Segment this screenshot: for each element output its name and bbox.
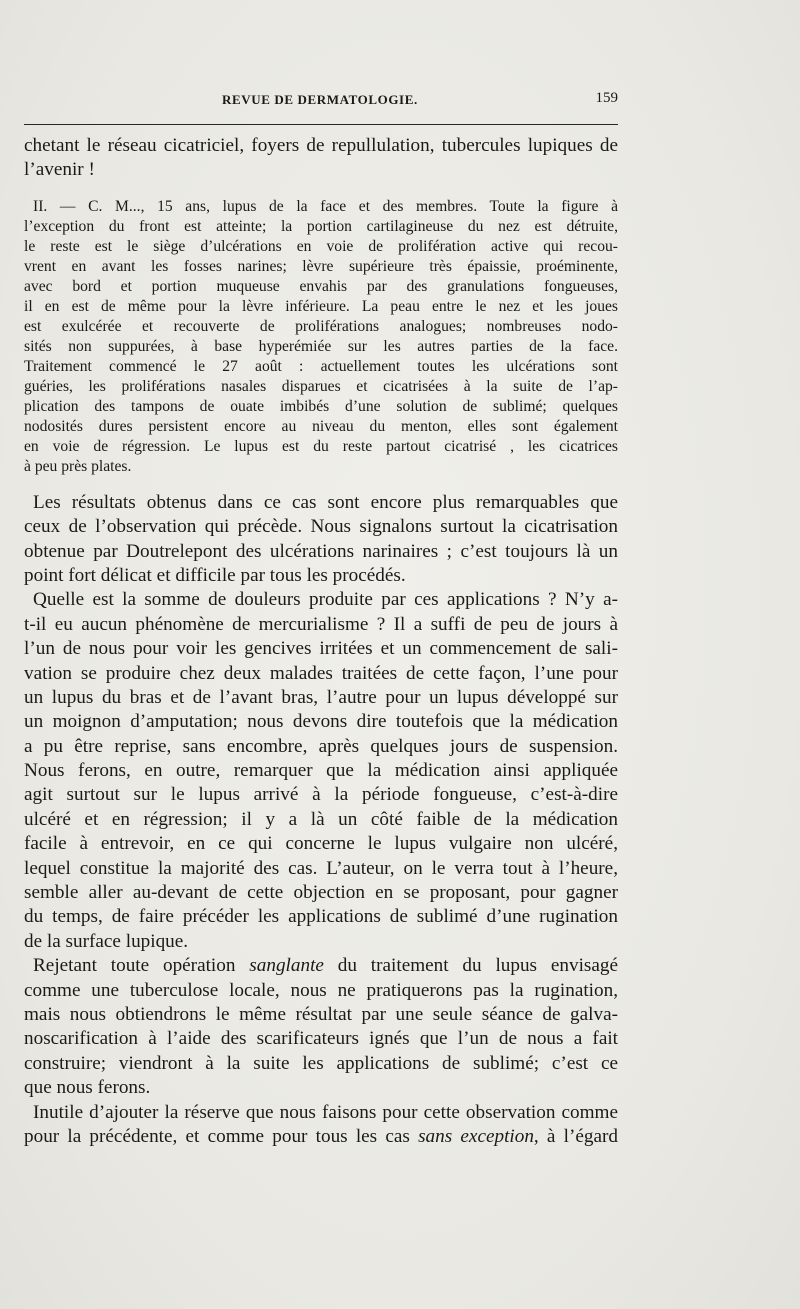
text-line: un lupus du bras et de l’avant bras, l’autre pour un lupus développé sur: [24, 686, 618, 708]
body-text: [24, 134, 618, 1149]
text-line: Les résultats obtenus dans ce cas sont encore plus remarquables que: [33, 491, 618, 513]
text-line: facile à entrevoir, en ce qui concerne le lupus vulgaire non ulcéré,: [24, 833, 618, 855]
text-line: l’un de nous pour voir les gencives irritées et un commencement de sali-: [24, 638, 618, 660]
text-line: un moignon d’amputation; nous devons dire toutefois que la médication: [24, 711, 618, 733]
text-line: noscarification à l’aide des scarificateurs ignés que l’un de nous a fait: [24, 1028, 618, 1050]
text-line: Nous ferons, en outre, remarquer que la médication ainsi appliquée: [24, 760, 618, 782]
text-line: construire; viendront à la suite les applications de sublimé; c’est ce: [24, 1052, 618, 1074]
text-line: Inutile d’ajouter la réserve que nous faisons pour cette observation comme: [33, 1101, 618, 1123]
text-line: l’exception du front est atteinte; la portion cartilagineuse du nez est détruite,: [24, 217, 618, 235]
header-rule: [24, 124, 618, 125]
text-line: II. — C. M..., 15 ans, lupus de la face et des membres. Toute la figure à: [33, 197, 618, 215]
text-line: semble aller au-devant de cette objection en se proposant, pour gagner: [24, 882, 618, 904]
text-line: l’avenir !: [24, 159, 95, 181]
text-line: du temps, de faire précéder les applications de sublimé d’une rugination: [24, 906, 618, 928]
text-line: vrent en avant les fosses narines; lèvre supérieure très épaissie, proéminente,: [24, 257, 618, 275]
text-line: agit surtout sur le lupus arrivé à la période fongueuse, c’est-à-dire: [24, 784, 618, 806]
text-line: obtenue par Doutrelepont des ulcérations narinaires ; c’est toujours là un: [24, 540, 618, 562]
text-line: point fort délicat et difficile par tous les procédés.: [24, 564, 406, 586]
text-line: [24, 1125, 618, 1149]
text-line: vation se produire chez deux malades traitées de cette façon, l’une pour: [24, 662, 618, 684]
text-line: t-il eu aucun phénomène de mercurialisme ? Il a suffi de peu de jours à: [24, 613, 618, 635]
text-line: Quelle est la somme de douleurs produite par ces applications ? N’y a-: [33, 589, 618, 611]
paragraph-galvanoscarification: [24, 954, 618, 1100]
text-run: , à l’égard: [533, 1125, 618, 1147]
text-line: est exulcérée et recouverte de proliférations analogues; nombreuses nodo-: [24, 317, 618, 335]
paragraph-reserve: [24, 1101, 618, 1150]
text-line: sités non suppurées, à base hyperémiée sur les autres parties de la face.: [24, 337, 618, 355]
text-line: comme une tuberculose locale, nous ne pratiquerons pas la rugination,: [24, 979, 618, 1001]
text-run: du traitement du lupus envisagé: [323, 955, 618, 977]
page-number: 159: [595, 90, 618, 106]
case-observation-2: [24, 197, 618, 477]
text-line: en voie de régression. Le lupus est du reste partout cicatrisé , les cicatrices: [24, 437, 618, 455]
page-header: [24, 88, 618, 112]
emphasis-sans-exception: sans exception: [418, 1125, 534, 1147]
text-line: le reste est le siège d’ulcérations en voie de prolifération active qui recou-: [24, 237, 618, 255]
text-line: [24, 954, 618, 978]
text-line: mais nous obtiendrons le même résultat par une seule séance de galva-: [24, 1003, 618, 1025]
text-run: pour la précédente, et comme pour tous les cas: [24, 1125, 419, 1147]
emphasis-sanglante: sanglante: [249, 955, 324, 977]
running-title: REVUE DE DERMATOLOGIE.: [222, 92, 418, 107]
text-line: a pu être reprise, sans encombre, après quelques jours de suspension.: [24, 735, 618, 757]
text-line: avec bord et portion muqueuse envahis par des granulations fongueuses,: [24, 277, 618, 295]
text-line: plication des tampons de ouate imbibés d’une solution de sublimé; quelques: [24, 397, 618, 415]
text-line: que nous ferons.: [24, 1077, 151, 1099]
text-line: guéries, les proliférations nasales disparues et cicatrisées à la suite de l’ap-: [24, 377, 618, 395]
text-line: à peu près plates.: [24, 457, 132, 475]
paragraph-results: [24, 491, 618, 589]
text-line: chetant le réseau cicatriciel, foyers de repullulation, tubercules lupiques de: [24, 135, 618, 156]
text-line: ceux de l’observation qui précède. Nous signalons surtout la cicatrisation: [24, 516, 618, 538]
text-line: ulcéré et en régression; il y a là un côté faible de la médication: [24, 808, 618, 830]
text-line: lequel constitue la majorité des cas. L’auteur, on le verra tout à l’heure,: [24, 857, 618, 879]
text-line: il en est de même pour la lèvre inférieure. La peau entre le nez et les joues: [24, 297, 618, 315]
text-run: Rejetant toute opération: [33, 955, 250, 977]
paragraph-continuation: [24, 134, 618, 183]
text-line: de la surface lupique.: [24, 930, 189, 952]
text-line: Traitement commencé le 27 août : actuellement toutes les ulcérations sont: [24, 357, 618, 375]
paragraph-mercurialism: [24, 588, 618, 954]
text-line: nodosités dures persistent encore au niveau du menton, elles sont également: [24, 417, 618, 435]
